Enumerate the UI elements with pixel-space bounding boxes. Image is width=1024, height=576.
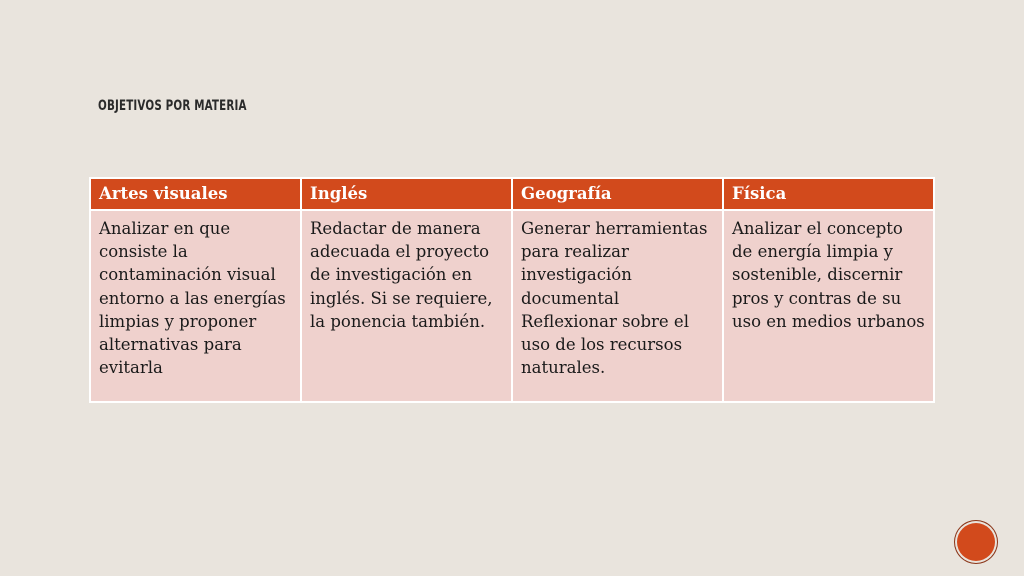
header-fisica: Física	[723, 178, 934, 210]
cell-ingles: Redactar de manera adecuada el proyecto de investigación en inglés. Si se requiere, la ponencia también.	[301, 210, 512, 402]
header-geografia: Geografía	[512, 178, 723, 210]
cell-geografia: Generar herramientas para realizar investigación documental Reflexionar sobre el uso de los recursos naturales.	[512, 210, 723, 402]
cell-fisica: Analizar el concepto de energía limpia y sostenible, discernir pros y contras de su uso en medios urbanos	[723, 210, 934, 402]
header-artes-visuales: Artes visuales	[90, 178, 301, 210]
table-body	[90, 210, 934, 402]
slide-title: OBJETIVOS POR MATERIA	[98, 98, 247, 114]
slide-number-badge	[957, 523, 995, 561]
header-ingles: Inglés	[301, 178, 512, 210]
table-header-row	[90, 178, 934, 210]
table-row	[90, 210, 934, 402]
cell-artes-visuales: Analizar en que consiste la contaminación visual entorno a las energías limpias y proponer alternativas para evitarla	[90, 210, 301, 402]
objectives-table	[89, 177, 935, 403]
table-header	[90, 178, 934, 210]
